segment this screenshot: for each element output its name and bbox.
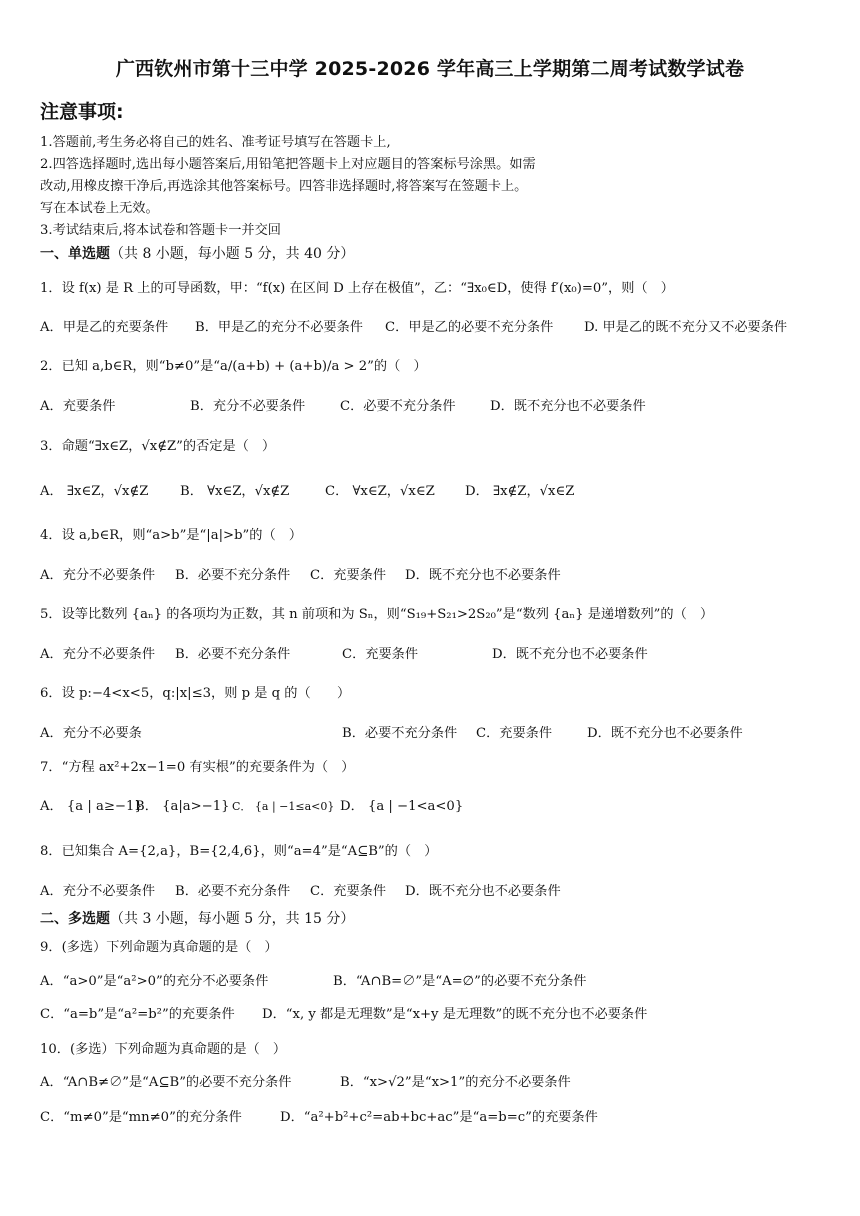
question-stem: 7．“方程 ax²+2x−1=0 有实根”的充要条件为（ ）	[40, 760, 355, 775]
option-d: D. 甲是乙的既不充分又不必要条件	[584, 320, 788, 335]
option-c: C．充要条件	[310, 568, 387, 583]
question-stem: 10．(多选）下列命题为真命题的是（ ）	[40, 1042, 287, 1057]
option-c: C． ∀x∈Z，√x∈Z	[325, 484, 435, 499]
option-a: A．“A∩B≠∅”是“A⊆B”的必要不充分条件	[40, 1075, 292, 1090]
option-d: D．“a²+b²+c²=ab+bc+ac”是“a=b=c”的充要条件	[280, 1110, 598, 1125]
option-d: D．“x, y 都是无理数”是“x+y 是无理数”的既不充分也不必要条件	[262, 1007, 648, 1022]
option-d: D．既不充分也不必要条件	[405, 884, 561, 899]
option-b: B．“A∩B=∅”是“A=∅”的必要不充分条件	[333, 974, 587, 989]
option-c: C．充要条件	[342, 647, 419, 662]
option-c: C．“a=b”是“a²=b²”的充要条件	[40, 1007, 235, 1022]
option-b: B．必要不充分条件	[175, 647, 291, 662]
notice-line: 1.答题前,考生务必将自己的姓名、准考证号填写在答题卡上,	[40, 135, 391, 150]
option-b: B．必要不充分条件	[342, 726, 458, 741]
option-d: D． {a | −1<a<0}	[340, 799, 464, 814]
notice-line: 改动,用橡皮擦干净后,再选涂其他答案标号。四答非选择题时,将答案写在签题卡上。	[40, 179, 528, 194]
question-stem: 5．设等比数列 {aₙ} 的各项均为正数，其 n 前项和为 Sₙ，则“S₁₉+S₂₁>2S₂₀”是“数列 {aₙ} 是递增数列”的（ ）	[40, 607, 714, 622]
notice-line: 写在本试卷上无效。	[40, 201, 159, 216]
option-a: A． {a | a≥−1}	[40, 799, 143, 814]
option-a: A．充分不必要条	[40, 726, 142, 741]
notice-line: 3.考试结束后,将本试卷和答题卡一并交回	[40, 223, 281, 238]
option-c: C．充要条件	[310, 884, 387, 899]
option-d: D．既不充分也不必要条件	[587, 726, 743, 741]
option-d: D． ∃x∉Z，√x∈Z	[465, 484, 575, 499]
option-a: A．充分不必要条件	[40, 647, 156, 662]
section-heading-single-choice: 一、单选题（共 8 小题，每小题 5 分，共 40 分）	[40, 246, 355, 262]
option-b: B． {a|a>−1}	[135, 799, 230, 814]
option-a: A．充分不必要条件	[40, 884, 156, 899]
question-stem: 6．设 p:−4<x<5，q:|x|≤3，则 p 是 q 的（ ）	[40, 686, 351, 701]
notice-heading: 注意事项:	[40, 101, 124, 123]
question-stem: 3．命题“∃x∈Z，√x∉Z”的否定是（ ）	[40, 439, 276, 454]
option-a: A．甲是乙的充要条件	[40, 320, 169, 335]
question-stem: 8．已知集合 A={2,a}，B={2,4,6}，则“a=4”是“A⊆B”的（ ）	[40, 844, 438, 859]
option-d: D．既不充分也不必要条件	[490, 399, 646, 414]
option-b: B．必要不充分条件	[175, 568, 291, 583]
option-b: B．甲是乙的充分不必要条件	[195, 320, 363, 335]
exam-title: 广西钦州市第十三中学 2025-2026 学年高三上学期第二周考试数学试卷	[115, 58, 745, 80]
option-a: A．充分不必要条件	[40, 568, 156, 583]
option-c: C． {a | −1≤a<0}	[232, 800, 335, 813]
section-heading-multiple-choice: 二、多选题（共 3 小题，每小题 5 分，共 15 分）	[40, 911, 355, 927]
option-d: D．既不充分也不必要条件	[492, 647, 648, 662]
option-c: C．“m≠0”是“mn≠0”的充分条件	[40, 1110, 242, 1125]
option-a: A．充要条件	[40, 399, 116, 414]
option-b: B． ∀x∈Z，√x∉Z	[180, 484, 290, 499]
option-a: A． ∃x∈Z，√x∉Z	[40, 484, 149, 499]
question-stem: 4．设 a,b∈R，则“a>b”是“|a|>b”的（ ）	[40, 528, 303, 543]
option-b: B．必要不充分条件	[175, 884, 291, 899]
question-stem: 9．(多选）下列命题为真命题的是（ ）	[40, 940, 278, 955]
option-a: A．“a>0”是“a²>0”的充分不必要条件	[40, 974, 269, 989]
option-c: C．充要条件	[476, 726, 553, 741]
question-stem: 1．设 f(x) 是 R 上的可导函数，甲：“f(x) 在区间 D 上存在极值”，乙：“∃x₀∈D，使得 f′(x₀)=0”，则（ ）	[40, 281, 674, 296]
question-stem: 2．已知 a,b∈R，则“b≠0”是“a/(a+b) + (a+b)/a > 2”的（ ）	[40, 359, 427, 374]
notice-line: 2.四答选择题时,选出每小题答案后,用铅笔把答题卡上对应题目的答案标号涂黑。如需	[40, 157, 536, 172]
option-b: B．充分不必要条件	[190, 399, 306, 414]
option-c: C．必要不充分条件	[340, 399, 456, 414]
option-b: B．“x>√2”是“x>1”的充分不必要条件	[340, 1075, 571, 1090]
option-d: D．既不充分也不必要条件	[405, 568, 561, 583]
option-c: C．甲是乙的必要不充分条件	[385, 320, 554, 335]
